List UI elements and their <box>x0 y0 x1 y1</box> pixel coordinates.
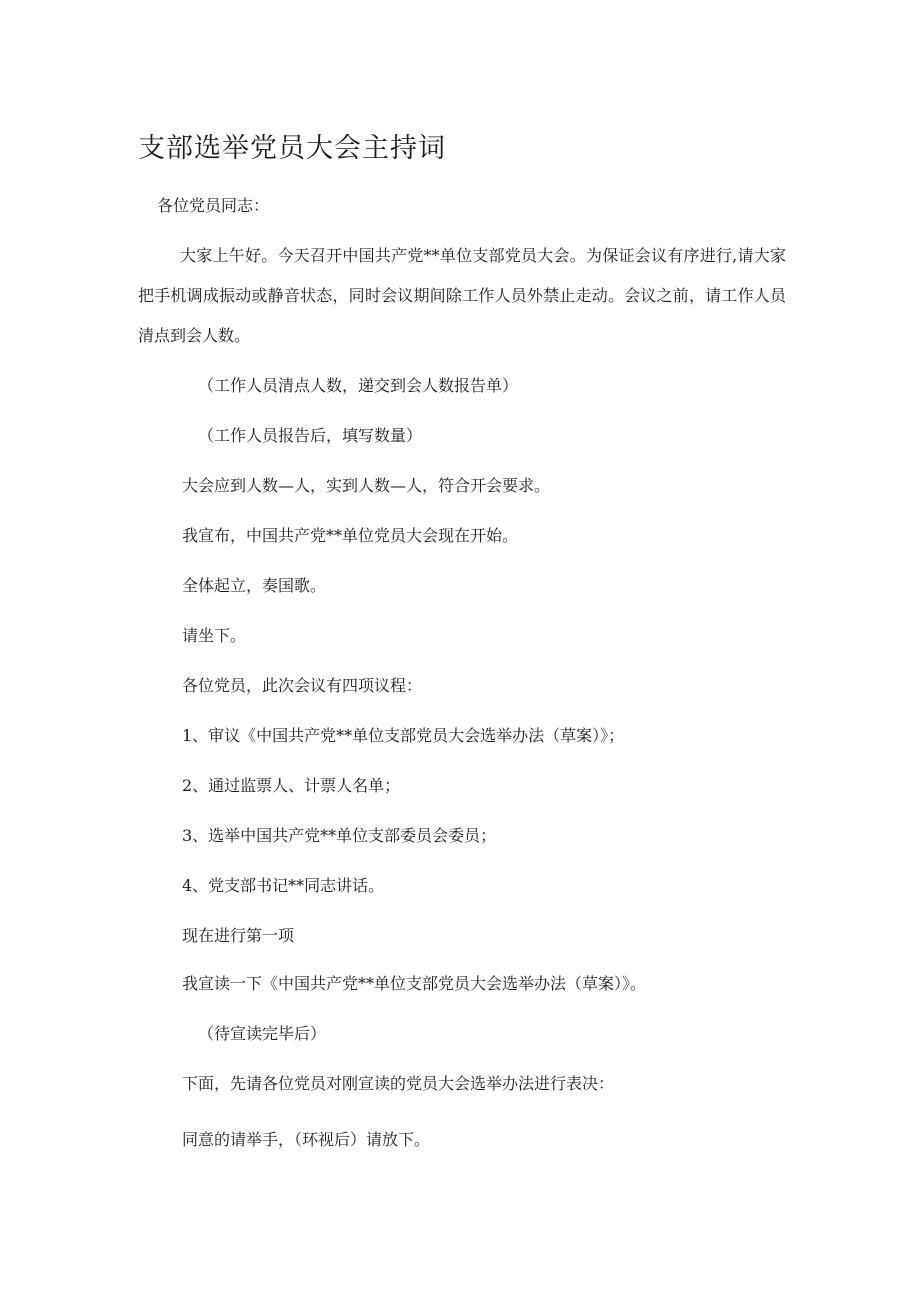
opening-paragraph: 大家上午好。今天召开中国共产党**单位支部党员大会。为保证会议有序进行,请大家把手机调成振动或静音状态，同时会议期间除工作人员外禁止走动。会议之前，请工作人员清点到会人数。 <box>138 246 786 345</box>
anthem-instruction: 全体起立，奏国歌。 <box>182 576 327 595</box>
stage-direction-count: （工作人员清点人数，递交到会人数报告单） <box>198 376 519 395</box>
agenda-item: 4、党支部书记**同志讲话。 <box>182 876 385 895</box>
sit-down-instruction: 请坐下。 <box>182 626 247 645</box>
raise-hands-instruction: 同意的请举手，（环视后）请放下。 <box>182 1130 431 1149</box>
reading-statement: 我宣读一下《中国共产党**单位支部党员大会选举办法（草案）》。 <box>182 974 647 993</box>
vote-instruction: 下面，先请各位党员对刚宣读的党员大会选举办法进行表决： <box>182 1074 615 1093</box>
stage-direction-reading: （待宣读完毕后） <box>198 1024 327 1043</box>
agenda-item: 2、通过监票人、计票人名单； <box>182 776 401 795</box>
agenda-item: 3、选举中国共产党**单位支部委员会委员； <box>182 826 497 845</box>
first-item-announcement: 现在进行第一项 <box>182 926 295 945</box>
agenda-item: 1、审议《中国共产党**单位支部党员大会选举办法（草案）》； <box>182 726 625 745</box>
attendance-statement: 大会应到人数—人，实到人数—人，符合开会要求。 <box>182 476 551 495</box>
opening-announcement: 我宣布，中国共产党**单位党员大会现在开始。 <box>182 526 519 545</box>
stage-direction-report: （工作人员报告后，填写数量） <box>198 426 423 445</box>
document-title: 支部选举党员大会主持词 <box>138 133 446 164</box>
agenda-intro: 各位党员，此次会议有四项议程： <box>182 676 423 695</box>
greeting: 各位党员同志： <box>157 196 270 215</box>
